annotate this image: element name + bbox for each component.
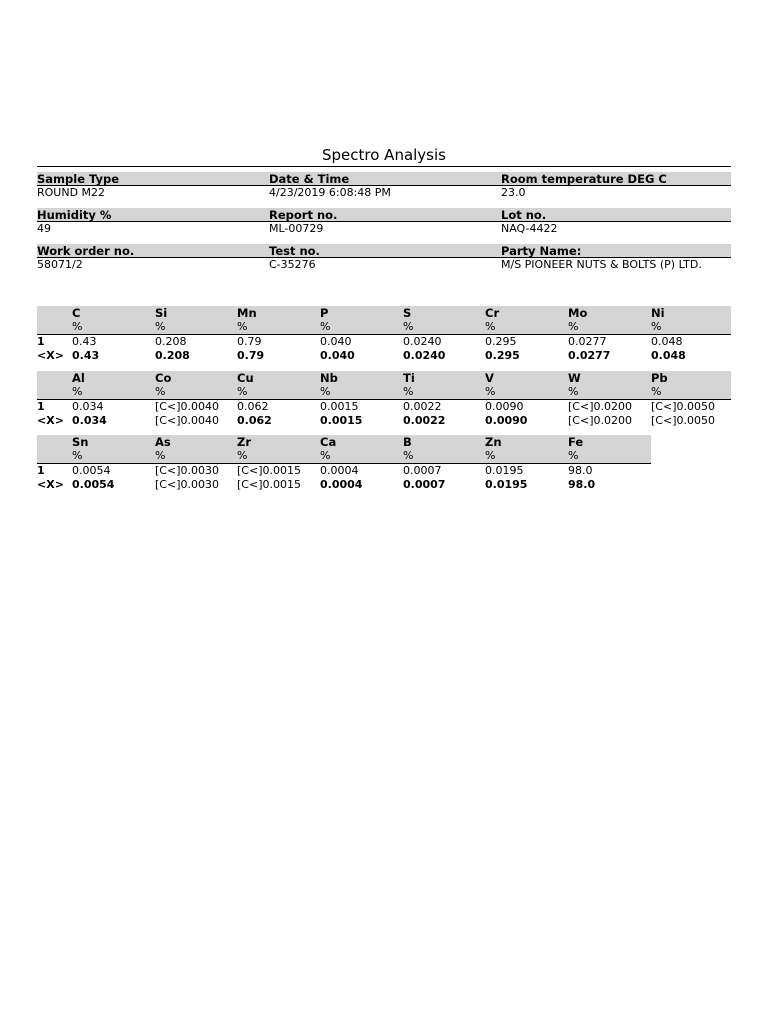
element-symbol: B (403, 435, 412, 449)
element-symbol: V (485, 371, 494, 385)
element-symbol: Fe (568, 435, 584, 449)
run-value: 0.0004 (320, 464, 359, 477)
element-unit: % (72, 320, 83, 333)
info-value: 23.0 (501, 186, 526, 199)
average-row-label: <X> (37, 414, 64, 427)
element-unit: % (155, 449, 166, 462)
element-unit: % (403, 385, 414, 398)
element-unit: % (237, 385, 248, 398)
info-label: Room temperature DEG C (501, 172, 667, 186)
info-label: Test no. (269, 244, 320, 258)
run-row-label: 1 (37, 335, 45, 348)
run-value: 0.79 (237, 335, 262, 348)
info-value: ROUND M22 (37, 186, 106, 199)
spectro-report (37, 146, 731, 491)
element-unit: % (403, 320, 414, 333)
average-value: 0.0007 (403, 478, 446, 491)
element-symbol: Nb (320, 371, 338, 385)
report-title: Spectro Analysis (322, 146, 446, 164)
info-row (37, 167, 731, 203)
average-row-label: <X> (37, 349, 64, 362)
element-unit: % (155, 320, 166, 333)
average-value: 0.0195 (485, 478, 528, 491)
info-label: Lot no. (501, 208, 547, 222)
element-symbol: Zr (237, 435, 252, 449)
run-value: 0.034 (72, 400, 104, 413)
element-symbol: Mo (568, 306, 588, 320)
element-symbol: Ti (403, 371, 415, 385)
info-row (37, 203, 731, 239)
info-header-band (37, 244, 731, 258)
element-unit: % (155, 385, 166, 398)
info-label: Humidity % (37, 208, 112, 222)
average-value: 0.0022 (403, 414, 446, 427)
run-value: 0.0090 (485, 400, 524, 413)
run-value: 0.43 (72, 335, 97, 348)
average-value: 0.0277 (568, 349, 611, 362)
element-unit: % (72, 385, 83, 398)
element-unit: % (568, 385, 579, 398)
run-value: 0.062 (237, 400, 269, 413)
run-value: 0.0054 (72, 464, 111, 477)
run-value: 0.208 (155, 335, 187, 348)
average-value: [C<]0.0040 (155, 414, 219, 427)
run-value: [C<]0.0015 (237, 464, 301, 477)
info-value: 4/23/2019 6:08:48 PM (269, 186, 391, 199)
average-value: 0.048 (651, 349, 686, 362)
average-value: 0.208 (155, 349, 190, 362)
info-header-band (37, 208, 731, 222)
element-symbol: S (403, 306, 412, 320)
element-unit: % (651, 320, 662, 333)
run-value: [C<]0.0040 (155, 400, 219, 413)
average-value: 0.034 (72, 414, 107, 427)
element-header-band (37, 435, 651, 464)
average-value: 0.040 (320, 349, 355, 362)
info-row (37, 239, 731, 275)
info-value: M/S PIONEER NUTS & BOLTS (P) LTD. (501, 258, 702, 271)
run-value: [C<]0.0200 (568, 400, 632, 413)
info-label: Sample Type (37, 172, 120, 186)
element-header-band (37, 306, 731, 335)
element-tables (37, 275, 731, 491)
info-value: ML-00729 (269, 222, 324, 235)
element-symbol: As (155, 435, 171, 449)
average-value: 0.062 (237, 414, 272, 427)
info-label: Party Name: (501, 244, 582, 258)
element-symbol: Si (155, 306, 168, 320)
info-label: Work order no. (37, 244, 135, 258)
run-value: 0.0007 (403, 464, 442, 477)
element-symbol: Cr (485, 306, 500, 320)
info-label: Report no. (269, 208, 338, 222)
run-value: 0.0015 (320, 400, 359, 413)
element-unit: % (651, 385, 662, 398)
element-unit: % (403, 449, 414, 462)
element-symbol: Cu (237, 371, 254, 385)
average-value: 0.0240 (403, 349, 446, 362)
element-symbol: Zn (485, 435, 502, 449)
element-symbol: Pb (651, 371, 668, 385)
average-value: 0.295 (485, 349, 520, 362)
info-value: 58071/2 (37, 258, 83, 271)
run-value: 0.0195 (485, 464, 524, 477)
element-unit: % (237, 320, 248, 333)
element-unit: % (485, 320, 496, 333)
element-header-band (37, 371, 731, 400)
report-info-block (37, 167, 731, 275)
run-value: 0.040 (320, 335, 352, 348)
run-value: 0.295 (485, 335, 517, 348)
average-value: [C<]0.0030 (155, 478, 219, 491)
element-unit: % (237, 449, 248, 462)
element-symbol: Ca (320, 435, 337, 449)
element-symbol: Mn (237, 306, 257, 320)
info-value: C-35276 (269, 258, 316, 271)
average-value: 0.79 (237, 349, 265, 362)
average-value: 0.0054 (72, 478, 115, 491)
run-row-label: 1 (37, 400, 45, 413)
average-value: 0.0015 (320, 414, 363, 427)
run-value: 0.0277 (568, 335, 607, 348)
element-unit: % (320, 449, 331, 462)
run-value: 0.0022 (403, 400, 442, 413)
run-value: 0.048 (651, 335, 683, 348)
element-symbol: W (568, 371, 581, 385)
element-unit: % (568, 320, 579, 333)
average-row-label: <X> (37, 478, 64, 491)
info-value: 49 (37, 222, 51, 235)
run-value: [C<]0.0030 (155, 464, 219, 477)
element-unit: % (485, 449, 496, 462)
run-row-label: 1 (37, 464, 45, 477)
element-unit: % (72, 449, 83, 462)
average-value: 0.43 (72, 349, 100, 362)
element-unit: % (485, 385, 496, 398)
element-unit: % (320, 385, 331, 398)
run-value: [C<]0.0050 (651, 400, 715, 413)
element-symbol: Al (72, 371, 85, 385)
run-value: 0.0240 (403, 335, 442, 348)
average-value: 0.0004 (320, 478, 363, 491)
info-label: Date & Time (269, 172, 350, 186)
element-symbol: Co (155, 371, 172, 385)
info-value: NAQ-4422 (501, 222, 558, 235)
average-value: [C<]0.0200 (568, 414, 632, 427)
element-unit: % (320, 320, 331, 333)
element-symbol: P (320, 306, 329, 320)
average-value: 0.0090 (485, 414, 528, 427)
element-symbol: Ni (651, 306, 665, 320)
element-symbol: Sn (72, 435, 89, 449)
average-value: 98.0 (568, 478, 596, 491)
run-value: 98.0 (568, 464, 593, 477)
element-unit: % (568, 449, 579, 462)
element-symbol: C (72, 306, 81, 320)
average-value: [C<]0.0015 (237, 478, 301, 491)
average-value: [C<]0.0050 (651, 414, 715, 427)
